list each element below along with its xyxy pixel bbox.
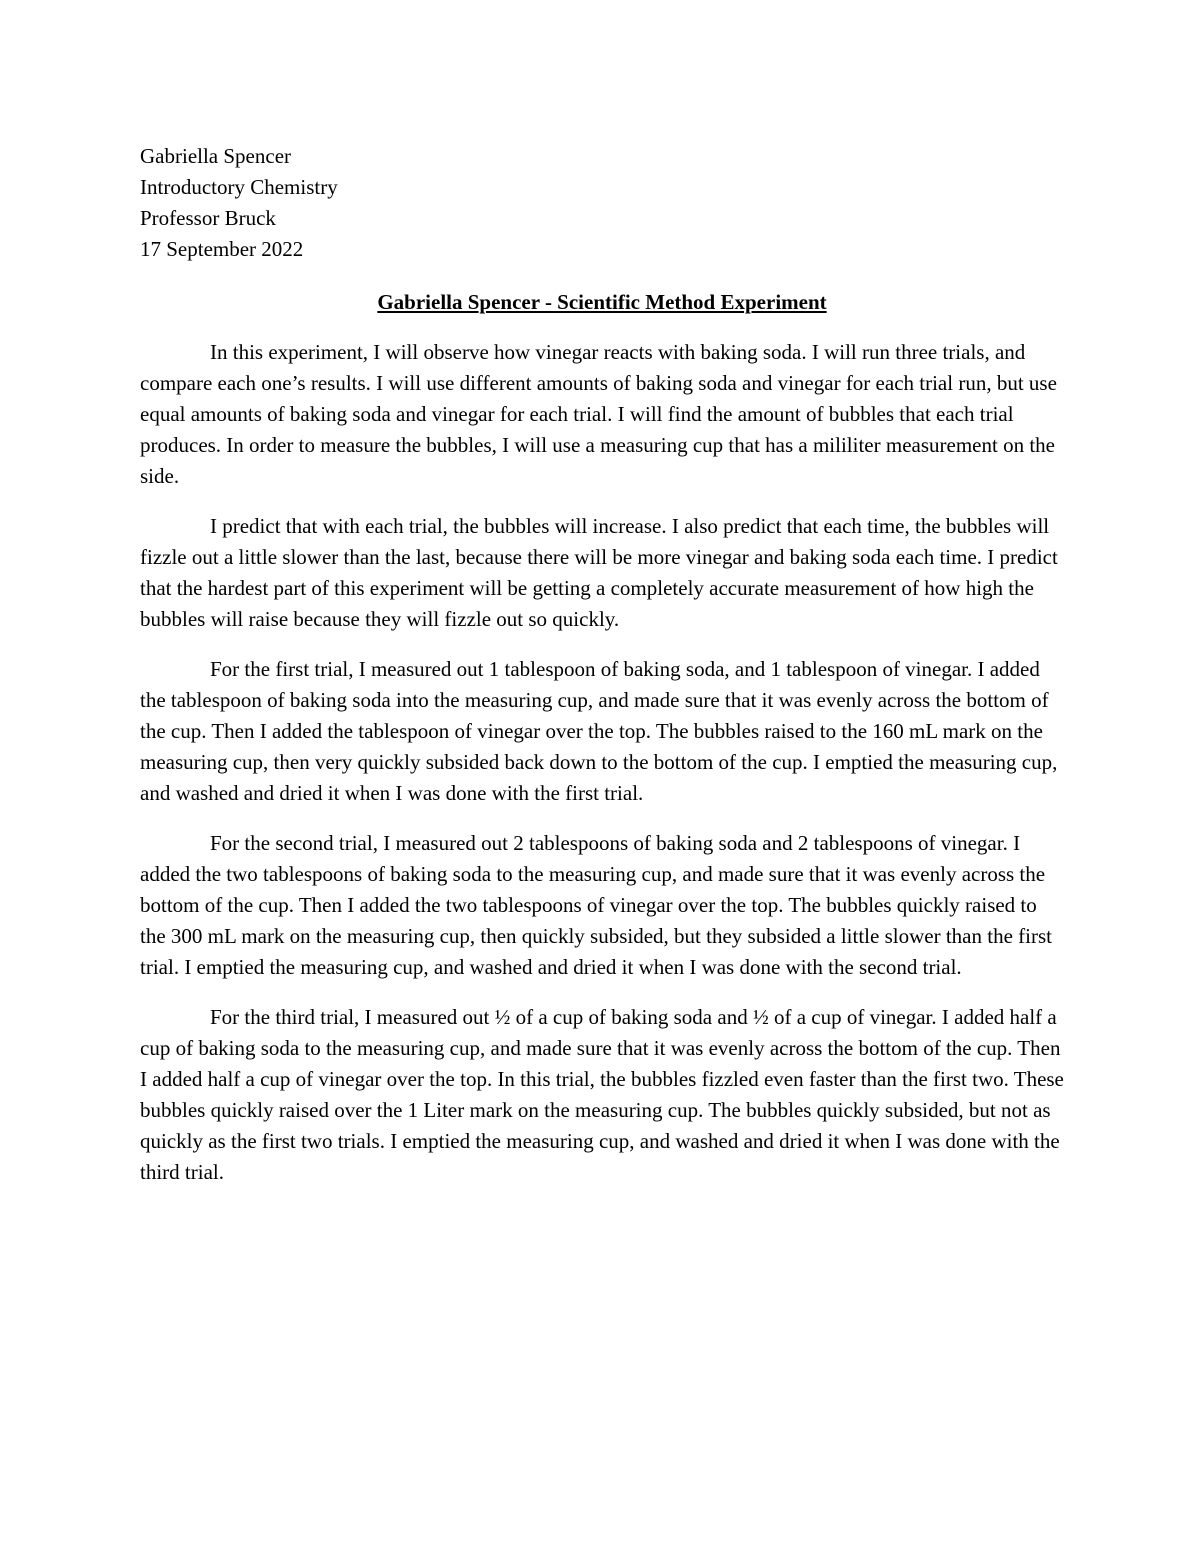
paragraph-third-trial: For the third trial, I measured out ½ of a cup of baking soda and ½ of a cup of vinegar. I added half a cup of baking soda to the measuring cup, and made sure that it was evenly across the bottom of the cup. Then I added half a cup of vinegar over the top. In this trial, the bubbles fizzled even faster than the first two. These bubbles quickly raised over the 1 Liter mark on the measuring cup. The bubbles quickly subsided, but not as quickly as the first two trials. I emptied the measuring cup, and washed and dried it when I was done with the third trial. (140, 1005, 1064, 1184)
header-block (140, 141, 1064, 265)
author-name: Gabriella Spencer (140, 144, 292, 168)
document-date: 17 September 2022 (140, 237, 304, 261)
paragraph-prediction: I predict that with each trial, the bubbles will increase. I also predict that each time, the bubbles will fizzle out a little slower than the last, because there will be more vinegar and baking soda each time. I predict that the hardest part of this experiment will be getting a completely accurate measurement of how high the bubbles will raise because they will fizzle out so quickly. (140, 514, 1058, 631)
paragraph-introduction: In this experiment, I will observe how vinegar reacts with baking soda. I will run three trials, and compare each one’s results. I will use different amounts of baking soda and vinegar for each trial run, but use equal amounts of baking soda and vinegar for each trial. I will find the amount of bubbles that each trial produces. In order to measure the bubbles, I will use a measuring cup that has a mililiter measurement on the side. (140, 340, 1057, 488)
document-title: Gabriella Spencer - Scientific Method Experiment (377, 290, 827, 314)
paragraph-second-trial: For the second trial, I measured out 2 tablespoons of baking soda and 2 tablespoons of vinegar. I added the two tablespoons of baking soda to the measuring cup, and made sure that it was evenly across the bottom of the cup. Then I added the two tablespoons of vinegar over the top. The bubbles quickly raised to the 300 mL mark on the measuring cup, then quickly subsided, but they subsided a little slower than the first trial. I emptied the measuring cup, and washed and dried it when I was done with the second trial. (140, 831, 1052, 979)
paragraph-first-trial: For the first trial, I measured out 1 tablespoon of baking soda, and 1 tablespoon of vinegar. I added the tablespoon of baking soda into the measuring cup, and made sure that it was evenly across the bottom of the cup. Then I added the tablespoon of vinegar over the top. The bubbles raised to the 160 mL mark on the measuring cup, then very quickly subsided back down to the bottom of the cup. I emptied the measuring cup, and washed and dried it when I was done with the first trial. (140, 657, 1058, 805)
document-body (140, 141, 1064, 1207)
professor-name: Professor Bruck (140, 206, 276, 230)
course-name: Introductory Chemistry (140, 175, 338, 199)
